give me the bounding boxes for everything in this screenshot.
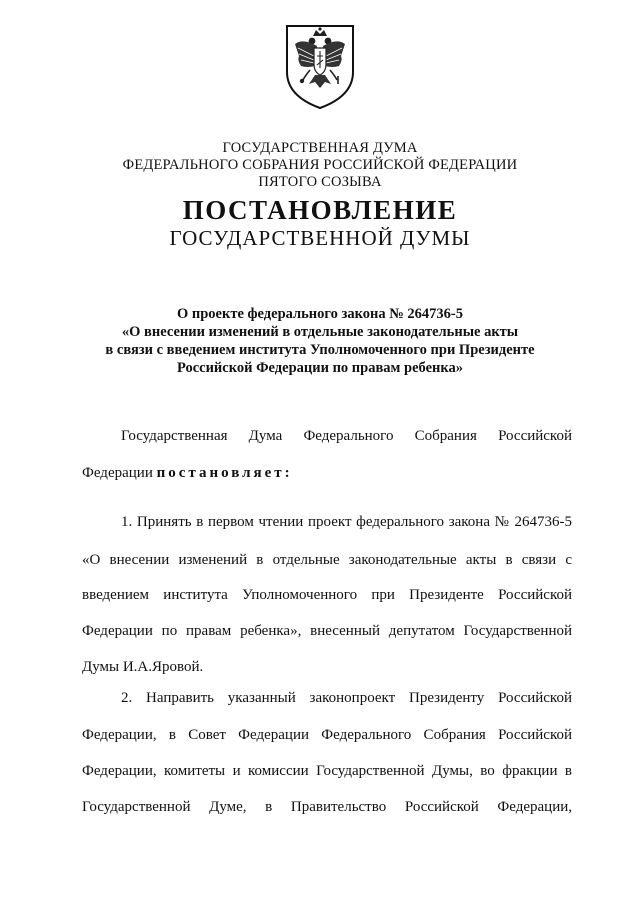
subject-line-2: «О внесении изменений в отдельные законодательные акты [121,324,519,340]
item1-line-5: Думы И.А.Яровой. [82,659,204,675]
preamble-line-1: Государственная Дума Федерального Собрания Российской [121,428,572,444]
header-line-3: ПЯТОГО СОЗЫВА [258,174,382,190]
item2-line-3: Федерации, комитеты и комиссии Государственной Думы, во фракции в [82,763,572,779]
item1-line-2: «О внесении изменений в отдельные законодательные акты в связи с [82,552,572,568]
header-line-2: ФЕДЕРАЛЬНОГО СОБРАНИЯ РОССИЙСКОЙ ФЕДЕРАЦИИ [122,157,518,173]
preamble-line-2 [82,465,572,482]
item1-line-1: 1. Принять в первом чтении проект федерального закона № 264736-5 [121,514,572,530]
header-line-1: ГОСУДАРСТВЕННАЯ ДУМА [222,140,418,156]
subject-line-1: О проекте федерального закона № 264736-5 [176,306,464,322]
document-title: ПОСТАНОВЛЕНИЕ [182,195,458,225]
coat-of-arms-emblem [277,20,363,112]
subject-line-4: Российской Федерации по правам ребенка» [176,360,464,376]
item1-line-4: Федерации по правам ребенка», внесенный депутатом Государственной [82,623,572,639]
subject-line-3: в связи с введением института Уполномоченного при Президенте [105,342,535,358]
item1-line-3: введением института Уполномоченного при Президенте Российской [82,587,572,603]
preamble-federation: Федерации [82,465,153,481]
preamble-verb: постановляет: [156,465,293,481]
item2-line-2: Федерации, в Совет Федерации Федерального Собрания Российской [82,727,572,743]
document-subtitle: ГОСУДАРСТВЕННОЙ ДУМЫ [169,226,471,250]
item2-line-4: Государственной Думе, в Правительство Российской Федерации, [82,799,572,815]
item2-line-1: 2. Направить указанный законопроект Президенту Российской [121,690,572,706]
